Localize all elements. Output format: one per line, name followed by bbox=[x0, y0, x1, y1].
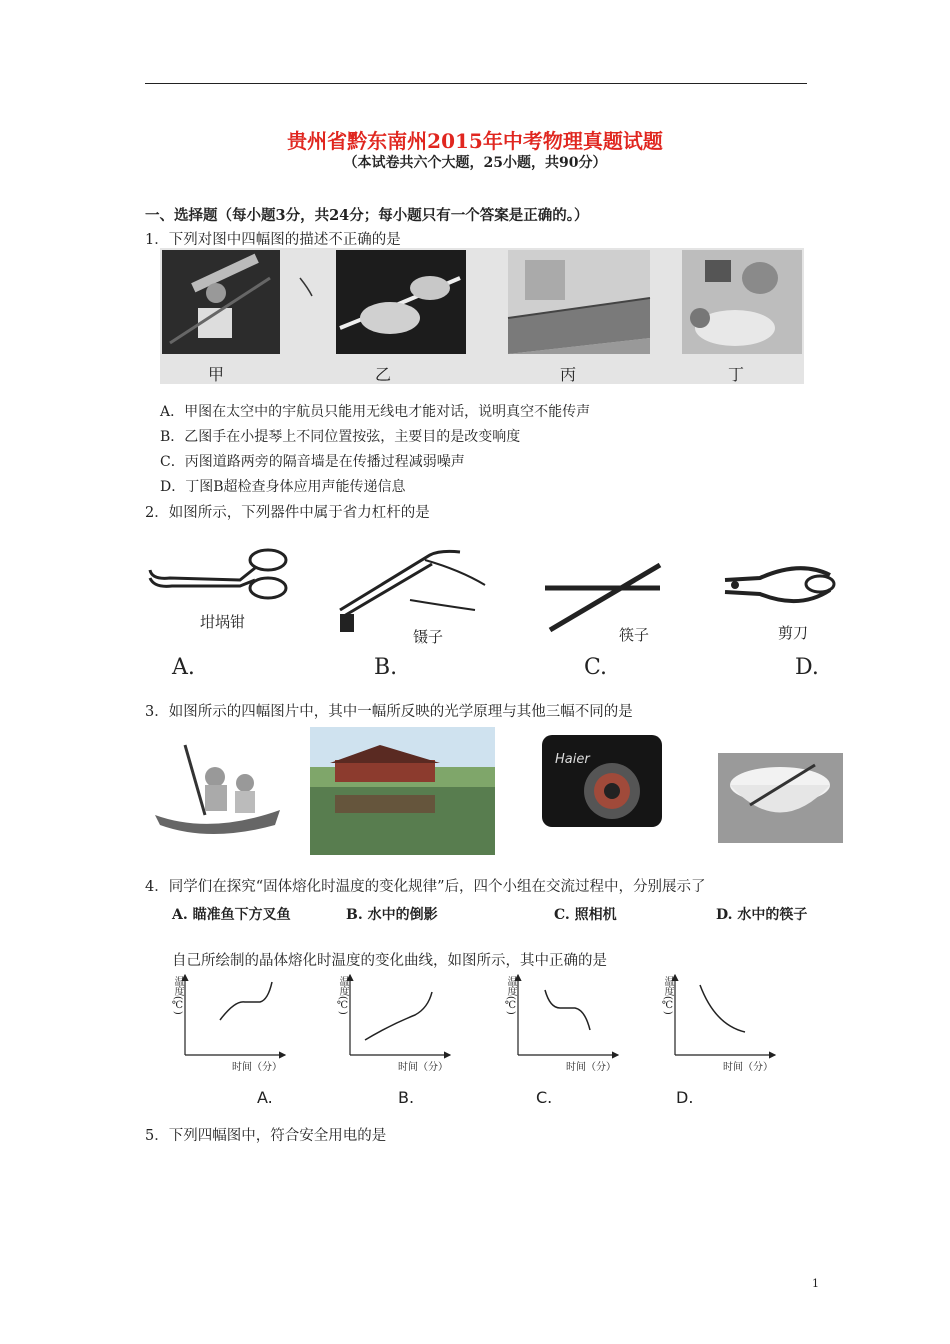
q2-letter-a: A. bbox=[172, 655, 195, 680]
q1-option-a: A．甲图在太空中的宇航员只能用无线电才能对话，说明真空不能传声 bbox=[160, 404, 591, 420]
graph-a bbox=[185, 975, 285, 1055]
q1-caption-jia: 甲 bbox=[208, 365, 225, 384]
q1-figure-strip bbox=[160, 248, 804, 384]
graph-c-xlabel: 时间（分） bbox=[566, 1062, 616, 1073]
q1-option-c: C．丙图道路两旁的隔音墙是在传播过程减弱噪声 bbox=[160, 454, 465, 470]
graph-a-ylabel: 温度(℃) bbox=[172, 976, 183, 1015]
graph-d-xlabel: 时间（分） bbox=[723, 1062, 773, 1073]
q4-graphs bbox=[160, 970, 820, 1070]
q4-letter-a: A. bbox=[257, 1088, 273, 1107]
q3-photos bbox=[150, 725, 850, 855]
q1-option-b: B．乙图手在小提琴上不同位置按弦，主要目的是改变响度 bbox=[160, 429, 521, 445]
graph-d-ylabel: 温度(℃) bbox=[662, 976, 673, 1015]
q1-option-d: D．丁图B超检查身体应用声能传递信息 bbox=[160, 479, 406, 495]
graph-b-ylabel: 温度(℃) bbox=[337, 976, 348, 1015]
q1-caption-yi: 乙 bbox=[375, 365, 392, 384]
graph-c bbox=[518, 975, 618, 1055]
q4-letter-d: D. bbox=[676, 1088, 694, 1107]
q2-letter-c: C. bbox=[584, 655, 608, 680]
q1-photos bbox=[160, 248, 804, 384]
camera-brand-text: Haier bbox=[555, 752, 590, 767]
q2-label-d: 剪刀 bbox=[778, 624, 809, 642]
graph-b bbox=[350, 975, 450, 1055]
q2-label-a: 坩埚钳 bbox=[200, 613, 246, 631]
graph-b-xlabel: 时间（分） bbox=[398, 1062, 448, 1073]
header-rule bbox=[145, 83, 807, 84]
q1-caption-ding: 丁 bbox=[728, 365, 745, 384]
q5-stem: 5．下列四幅图中，符合安全用电的是 bbox=[145, 1128, 387, 1144]
q2-stem: 2．如图所示，下列器件中属于省力杠杆的是 bbox=[145, 505, 430, 521]
q1-stem: 1．下列对图中四幅图的描述不正确的是 bbox=[145, 232, 401, 248]
q4-letter-c: C. bbox=[536, 1088, 553, 1107]
q2-letter-d: D. bbox=[795, 655, 819, 680]
q1-caption-bing: 丙 bbox=[560, 365, 577, 384]
q4-stem-line1: 4．同学们在探究“固体熔化时温度的变化规律”后，四个小组在交流过程中，分别展示了 bbox=[145, 879, 706, 895]
q3-option-c: C. 照相机 bbox=[554, 907, 617, 923]
page-number: 1 bbox=[812, 1277, 819, 1290]
q2-tools-figure bbox=[140, 540, 850, 645]
graph-c-ylabel: 温度(℃) bbox=[505, 976, 516, 1015]
page-subtitle: （本试卷共六个大题，25小题，共90分） bbox=[343, 155, 607, 171]
page-title: 贵州省黔东南州2015年中考物理真题试题 bbox=[287, 129, 663, 153]
section-heading: 一、选择题（每小题3分，共24分；每小题只有一个答案是正确的。） bbox=[145, 207, 589, 224]
q3-option-a: A. 瞄准鱼下方叉鱼 bbox=[172, 907, 291, 923]
graph-d bbox=[675, 975, 775, 1055]
q2-label-c: 筷子 bbox=[619, 626, 650, 644]
q3-option-b: B. 水中的倒影 bbox=[346, 907, 438, 923]
q2-letter-b: B. bbox=[374, 655, 398, 680]
q3-stem: 3．如图所示的四幅图片中，其中一幅所反映的光学原理与其他三幅不同的是 bbox=[145, 704, 633, 720]
graph-a-xlabel: 时间（分） bbox=[232, 1062, 282, 1073]
q4-stem-line2: 自己所绘制的晶体熔化时温度的变化曲线，如图所示，其中正确的是 bbox=[172, 953, 607, 969]
q2-label-b: 镊子 bbox=[413, 628, 444, 646]
q3-option-d: D. 水中的筷子 bbox=[716, 907, 808, 923]
q4-letter-b: B. bbox=[398, 1088, 415, 1107]
